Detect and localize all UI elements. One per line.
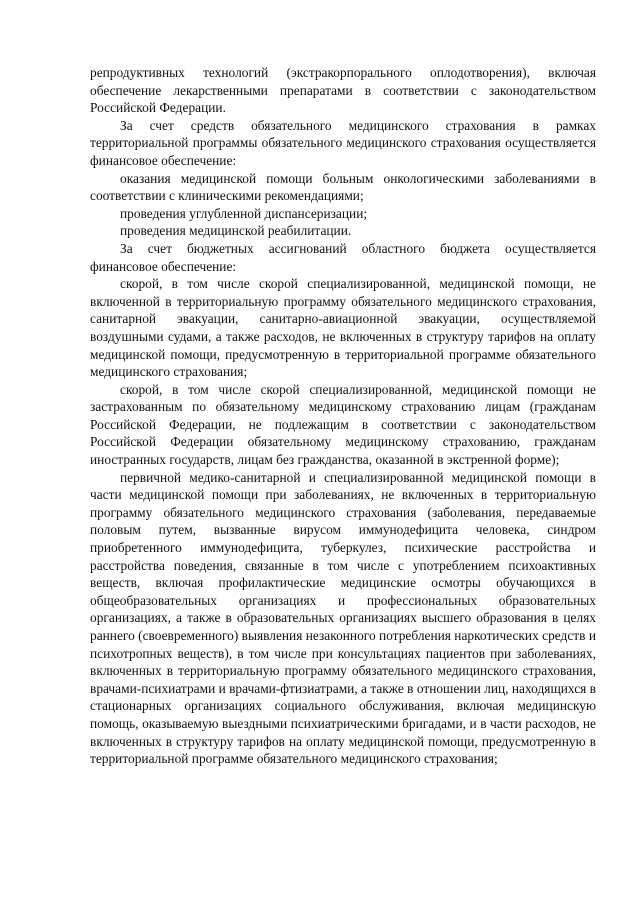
list-item-oncology-care: оказания медицинской помощи больным онкологическими заболеваниями в соответствии с клиническими рекомендациями; — [90, 170, 596, 204]
document-page — [90, 64, 596, 768]
list-item-rehabilitation: проведения медицинской реабилитации. — [120, 223, 352, 239]
list-item-emergency-care-uninsured: скорой, в том числе скорой специализированной, медицинской помощи не застрахованным по обязательному медицинскому страхованию лицам (гражданам Российской Федерации, не подлежащим в соответствии с законодательством Российской Федерации обязательному медицинскому страхованию, гражданам иностранных государств, лицам без гражданства, оказанной в экстренной форме); — [90, 381, 596, 468]
list-item-in-depth-screening: проведения углубленной диспансеризации; — [120, 205, 368, 221]
paragraph-continuation: репродуктивных технологий (экстракорпорального оплодотворения), включая обеспечение лекарственными препаратами в соответствии с законодательством Российской Федерации. — [90, 65, 596, 116]
paragraph-regional-budget-intro: За счет бюджетных ассигнований областного бюджета осуществляется финансовое обеспечение: — [90, 240, 596, 274]
list-item-primary-specialized-care: первичной медико-санитарной и специализированной медицинской помощи в части медицинской помощи при заболеваниях, не включенных в территориальную программу обязательного медицинского страхования (заболевания, передаваемые половым путем, вызванные вирусом иммунодефицита человека, синдром приобретенного иммунодефицита, туберкулез, психические расстройства и расстройства поведения, связанные в том числе с употреблением психоактивных веществ, включая профилактические медицинские осмотры обучающихся в общеобразовательных организациях и профессиональных образовательных организациях, а также в образовательных организациях высшего образования в целях раннего (своевременного) выявления незаконного потребления наркотических средств и психотропных веществ), в том числе при консультациях пациентов при заболеваниях, включенных в территориальную программу обязательного медицинского страхования, врачами-психиатрами и врачами-фтизиатрами, а также в отношении лиц, находящихся в стационарных организациях социального обслуживания, включая медицинскую помощь, оказываемую выездными психиатрическими бригадами, и в части расходов, не включенных в структуру тарифов на оплату медицинской помощи, предусмотренную в территориальной программе обязательного медицинского страхования; — [90, 469, 596, 767]
list-item-emergency-care-not-in-program: скорой, в том числе скорой специализированной, медицинской помощи, не включенной в территориальную программу обязательного медицинского страхования, санитарной эвакуации, санитарно-авиационной эвакуации, осуществляемой воздушными судами, а также расходов, не включенных в структуру тарифов на оплату медицинской помощи, предусмотренную в территориальной программе обязательного медицинского страхования; — [90, 276, 596, 380]
paragraph-oms-funding-intro: За счет средств обязательного медицинского страхования в рамках территориальной программы обязательного медицинского страхования осуществляется финансовое обеспечение: — [90, 117, 596, 168]
